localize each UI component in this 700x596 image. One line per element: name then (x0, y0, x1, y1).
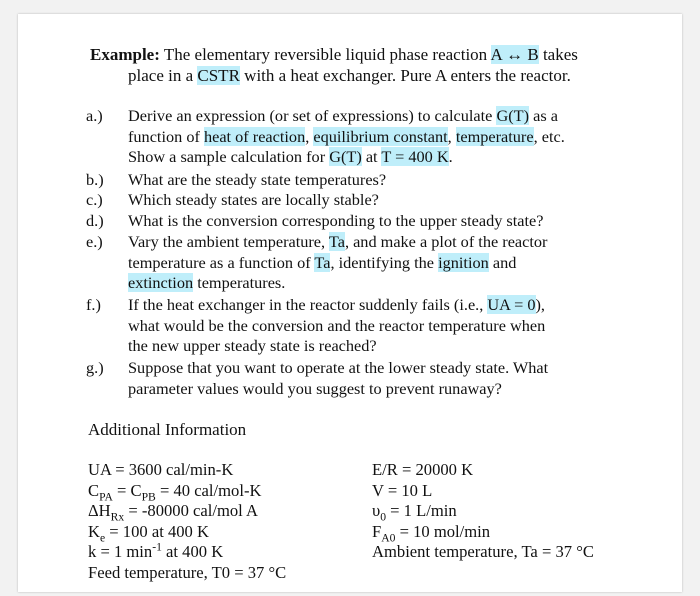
question-mark: f.) (86, 295, 101, 314)
question-mark: g.) (86, 358, 104, 377)
question-mark: d.) (86, 211, 104, 230)
question-body: Which steady states are locally stable? (128, 190, 379, 209)
additional-info-right: E/R = 20000 K V = 10 L $\upsilon_0 = 1$ L/min $F_{A0} = 10$ mol/min Ambient temperature, Ta = 37 °C (372, 460, 594, 561)
question-mark: c.) (86, 190, 103, 209)
intro-line-2: place in a CSTR with a heat exchanger. Pure A enters the reactor. (128, 66, 571, 85)
question-mark: b.) (86, 170, 104, 189)
question-body: Vary the ambient temperature, Ta, and make a plot of the reactor temperature as a function of Ta, identifying the ignition and extinction temperatures. (128, 232, 548, 292)
question-body: Suppose that you want to operate at the lower steady state. What parameter values would you suggest to prevent runaway? (128, 358, 549, 398)
cstr-highlight: CSTR (197, 66, 240, 85)
question-body: What are the steady state temperatures? (128, 170, 387, 189)
additional-info-left: UA = 3600 cal/min-K $C_{PA} = C_{PB} = 40$ cal/mol-K $\Delta H_{Rx} = -80000$ cal/mol A $K_e = 100$ at 400 K k = 1 $\min^{-1}$ at 400 K Feed temperature, T0 = 37 °C (88, 460, 287, 582)
example-label: Example: (90, 45, 160, 64)
question-body: If the heat exchanger in the reactor suddenly fails (i.e., UA = 0), what would be the conversion and the reactor temperature when the new upper steady state is reached? (128, 295, 546, 355)
question-mark: a.) (86, 106, 103, 125)
question-body: Derive an expression (or set of expressions) to calculate G(T) as a function of heat of reaction, equilibrium constant, temperature, etc. Show a sample calculation for G(T) at T = 400 K. (128, 106, 565, 166)
question-mark: e.) (86, 232, 103, 251)
intro-line-1: Example: The elementary reversible liquid phase reaction A ↔ B takes (90, 45, 578, 64)
example-intro (90, 44, 650, 86)
reaction-highlight: A ↔ B (490, 45, 539, 64)
question-body: What is the conversion corresponding to the upper steady state? (128, 211, 544, 230)
additional-info-heading: Additional Information (88, 420, 247, 439)
